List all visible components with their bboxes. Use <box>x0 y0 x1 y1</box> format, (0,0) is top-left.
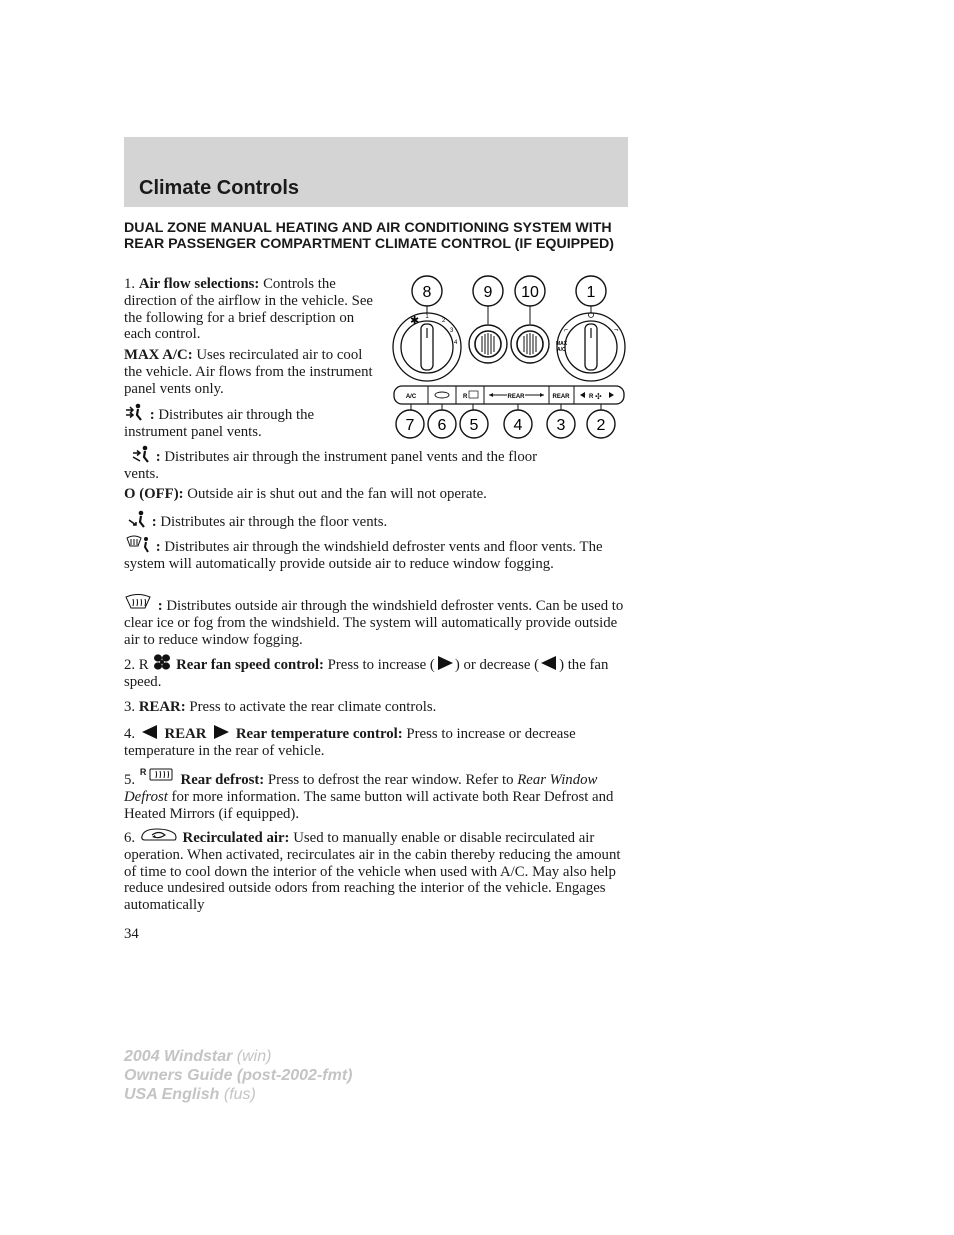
section-heading: DUAL ZONE MANUAL HEATING AND AIR CONDITIONING SYSTEM WITH REAR PASSENGER COMPARTMENT CLIMATE CONTROL (IF EQUIPPED) <box>124 220 614 252</box>
svg-text:10: 10 <box>521 284 539 301</box>
header-band <box>124 137 628 207</box>
rear-defrost-icon: R <box>139 768 177 784</box>
svg-text:8: 8 <box>422 284 432 301</box>
fan-speed-knob <box>393 313 461 381</box>
rear-fan-label: Rear fan speed control: <box>176 657 324 673</box>
item-rear-fan-speed: 2. R Rear fan speed control: Press to increase ( ) or decrease ( ) the fan speed. <box>124 653 629 691</box>
airflow-mode-knob <box>556 313 625 382</box>
item-floor-vents: : Distributes air through the floor vents. <box>124 510 629 531</box>
svg-text:7: 7 <box>405 417 415 434</box>
increase-arrow-icon <box>435 655 455 671</box>
item-panel-vents: : Distributes air through the instrument panel vents. <box>124 403 374 441</box>
callout-6 <box>428 410 456 438</box>
item-off: O (OFF): Outside air is shut out and the fan will not operate. <box>124 486 487 502</box>
svg-text:R: R <box>589 394 594 400</box>
item-rear-temperature: 4. REAR Rear temperature control: Press to increase or decrease temperature in the rear of vehicle. <box>124 726 576 759</box>
bilevel-vent-icon <box>124 445 152 463</box>
footer-line-2: Owners Guide (post-2002-fmt) <box>124 1067 353 1084</box>
off-label: O (OFF): <box>124 486 184 502</box>
button-strip <box>394 386 624 404</box>
svg-text:MAX: MAX <box>556 341 568 347</box>
callout-8 <box>412 276 442 306</box>
rear-defrost-label: Rear defrost: <box>180 772 265 788</box>
item-rear: 3. REAR: Press to activate the rear climate controls. <box>124 699 437 715</box>
svg-text:5: 5 <box>469 417 479 434</box>
svg-text:✣: ✣ <box>595 392 602 401</box>
rear-window-defrost-reference: Rear Window Defrost <box>124 772 598 805</box>
recirculated-air-label: Recirculated air: <box>182 830 290 846</box>
item-bilevel-vents: : Distributes air through the instrument panel vents and the floor vents. <box>124 445 544 483</box>
svg-text:A/C: A/C <box>405 394 417 400</box>
left-temperature-knob <box>469 325 507 363</box>
svg-text:4: 4 <box>513 417 523 434</box>
svg-text:¬: ¬ <box>614 327 619 334</box>
callout-9 <box>473 276 503 306</box>
page-number: 34 <box>124 926 139 942</box>
svg-text:1: 1 <box>425 314 429 320</box>
floor-vent-icon <box>124 510 148 528</box>
svg-text:⌐: ⌐ <box>564 327 569 334</box>
footer-line-1: 2004 Windstar (win) <box>124 1048 272 1065</box>
svg-text:2: 2 <box>596 417 606 434</box>
footer-line-3: USA English (fus) <box>124 1086 256 1103</box>
callout-2 <box>587 410 615 438</box>
callout-5 <box>460 410 488 438</box>
item-floor-defrost: : Distributes air through the windshield defroster vents and floor vents. The system will automatically provide outside air to reduce window fogging. <box>124 535 629 573</box>
footer <box>124 1047 352 1104</box>
climate-control-panel-diagram <box>388 272 638 442</box>
windshield-defrost-icon <box>124 594 154 612</box>
item-rear-defrost: 5. R Rear defrost: Press to defrost the rear window. Refer to Rear Window Defrost for more information. The same button will activate both Rear Defrost and Heated Mirrors (if equipped). <box>124 767 614 822</box>
panel-vent-icon <box>124 403 146 421</box>
svg-text:✱: ✱ <box>410 315 420 327</box>
decrease-arrow-icon <box>539 655 559 671</box>
floor-defrost-icon <box>124 535 152 553</box>
callout-10 <box>515 276 545 306</box>
rear-temperature-label: Rear temperature control: <box>235 726 403 742</box>
recirculation-icon <box>139 826 179 844</box>
svg-text:3: 3 <box>450 328 454 334</box>
svg-text:3: 3 <box>556 417 566 434</box>
page-title: Climate Controls <box>139 177 300 199</box>
right-temperature-knob <box>511 325 549 363</box>
max-ac-label: MAX A/C: <box>124 347 193 363</box>
svg-text:REAR: REAR <box>552 394 570 400</box>
svg-text:2: 2 <box>442 318 446 324</box>
svg-text:4: 4 <box>454 340 458 346</box>
svg-text:R: R <box>463 394 468 400</box>
callout-1 <box>576 276 606 306</box>
airflow-label: Air flow selections: <box>138 276 260 292</box>
svg-text:REAR: REAR <box>507 394 525 400</box>
callout-7 <box>396 410 424 438</box>
svg-text:9: 9 <box>483 284 493 301</box>
svg-text:A/C: A/C <box>557 347 566 353</box>
increase-arrow-icon <box>210 724 232 740</box>
item-windshield-defrost: : Distributes outside air through the windshield defroster vents. Can be used to clear ice or fog from the windshield. The system will automatically provide outside air to reduce window fogging. <box>124 594 629 648</box>
callout-4 <box>504 410 532 438</box>
item-max-ac: MAX A/C: Uses recirculated air to cool the vehicle. Air flows from the instrument panel vents only. <box>124 347 373 397</box>
svg-text:1: 1 <box>586 284 596 301</box>
decrease-arrow-icon <box>139 724 161 740</box>
item-airflow-selections: 1. Air flow selections: Controls the direction of the airflow in the vehicle. See the following for a brief description on each control. <box>124 276 373 343</box>
callout-3 <box>547 410 575 438</box>
svg-text:6: 6 <box>437 417 447 434</box>
rear-label: REAR: <box>138 699 186 715</box>
item-recirculated-air: 6. Recirculated air: Used to manually enable or disable recirculated air operation. When activated, recirculates air in the cabin thereby reducing the amount of time to cool down the interior of the vehicle when used with A/C. May also help reduce undesired outside odors from reaching the interior of the vehicle. Engages automatically <box>124 826 629 914</box>
fan-icon <box>152 653 172 671</box>
